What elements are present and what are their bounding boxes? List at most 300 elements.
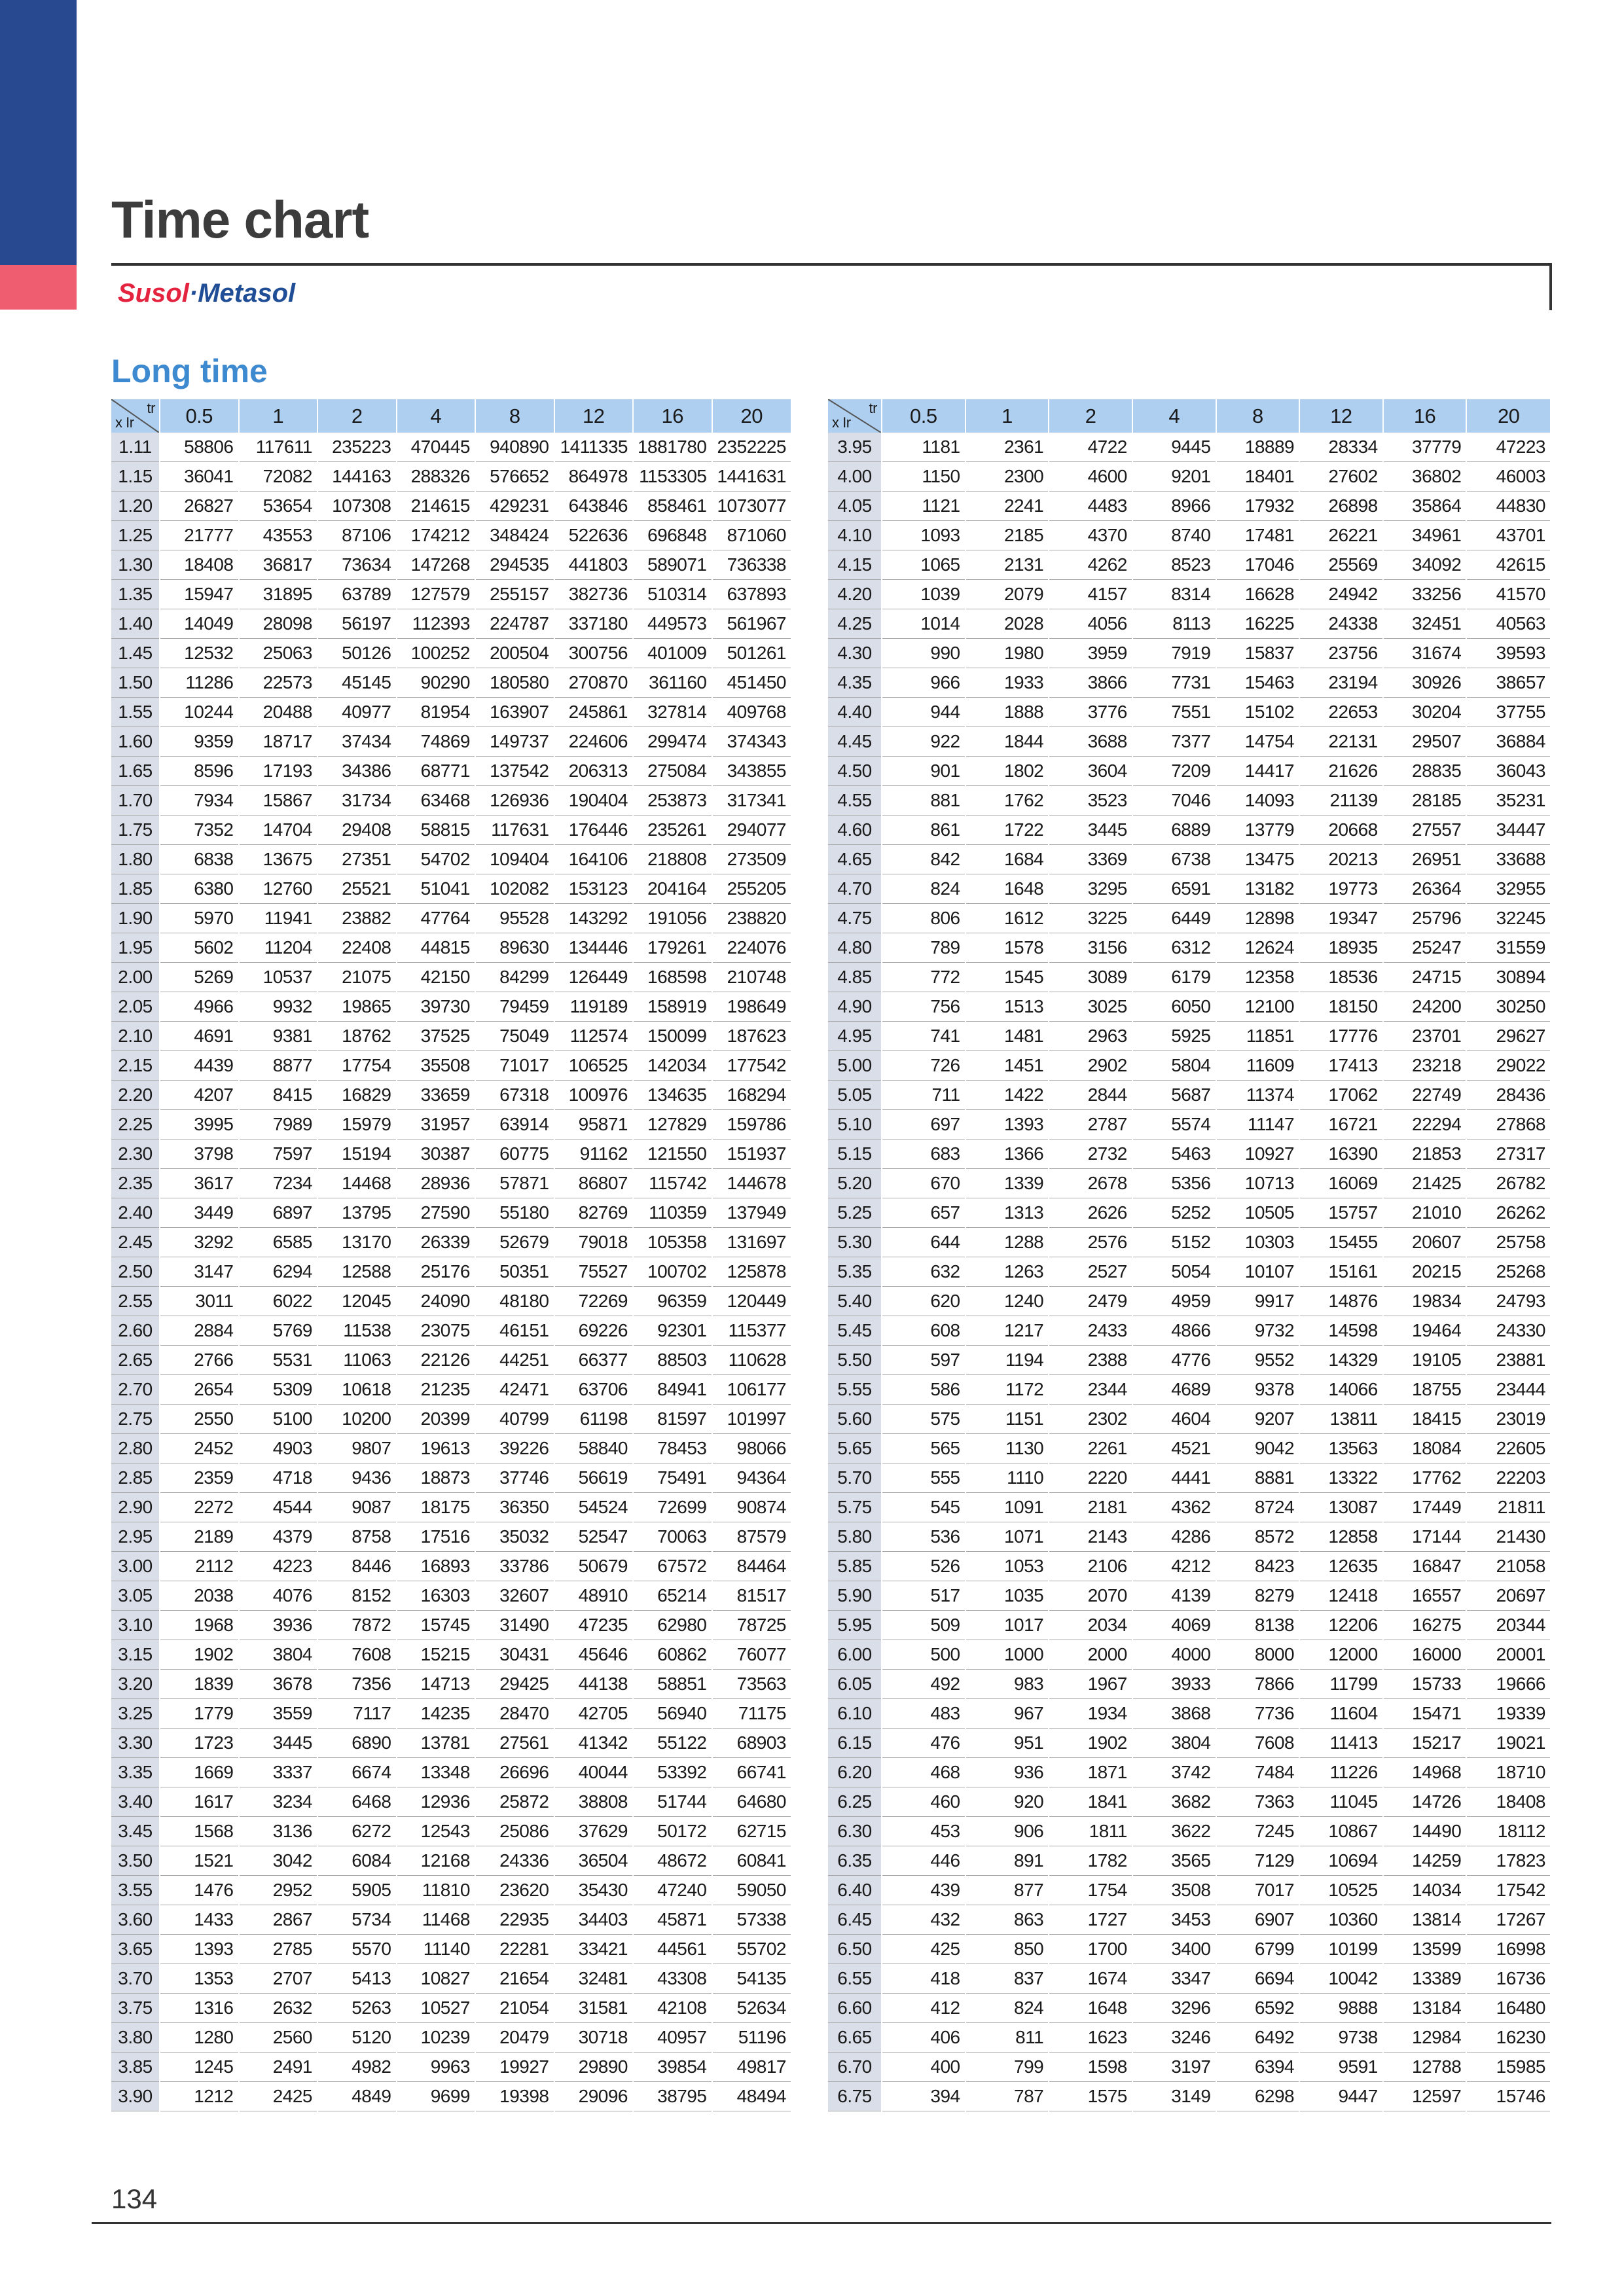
table-cell: 28185 <box>1383 786 1467 816</box>
table-cell: 78725 <box>712 1611 791 1640</box>
table-cell: 881 <box>882 786 965 816</box>
table-cell: 2867 <box>239 1905 318 1935</box>
table-cell: 62715 <box>712 1817 791 1846</box>
table-row <box>828 757 1550 786</box>
table-row <box>828 580 1550 609</box>
table-cell: 16069 <box>1299 1169 1383 1198</box>
table-cell: 509 <box>882 1611 965 1640</box>
table-cell: 14490 <box>1383 1817 1467 1846</box>
table-cell: 1802 <box>965 757 1049 786</box>
row-header-cell: 5.20 <box>828 1169 882 1198</box>
table-row <box>828 816 1550 845</box>
table-cell: 11413 <box>1299 1729 1383 1758</box>
table-cell: 726 <box>882 1051 965 1081</box>
table-cell: 483 <box>882 1699 965 1729</box>
table-cell: 39226 <box>475 1434 554 1463</box>
table-cell: 31490 <box>475 1611 554 1640</box>
table-cell: 3523 <box>1049 786 1132 816</box>
table-cell: 18415 <box>1383 1405 1467 1434</box>
table-cell: 45145 <box>317 668 397 698</box>
table-cell: 18408 <box>160 550 239 580</box>
table-cell: 2766 <box>160 1346 239 1375</box>
side-accent-bar-blue <box>0 0 77 265</box>
row-header-cell: 5.55 <box>828 1375 882 1405</box>
table-cell: 39593 <box>1466 639 1550 668</box>
table-cell: 850 <box>965 1935 1049 1964</box>
table-cell: 3678 <box>239 1670 318 1699</box>
table-cell: 2902 <box>1049 1051 1132 1081</box>
table-cell: 1839 <box>160 1670 239 1699</box>
row-header-cell: 4.15 <box>828 550 882 580</box>
column-header: 20 <box>712 399 791 433</box>
table-cell: 44830 <box>1466 492 1550 521</box>
table-cell: 409768 <box>712 698 791 727</box>
table-cell: 47223 <box>1466 433 1550 462</box>
table-cell: 25268 <box>1466 1257 1550 1287</box>
table-cell: 52547 <box>554 1522 634 1552</box>
table-cell: 20668 <box>1299 816 1383 845</box>
table-row <box>828 963 1550 992</box>
header-rule <box>111 263 1551 266</box>
table-cell: 35864 <box>1383 492 1467 521</box>
table-cell: 42108 <box>633 1994 712 2023</box>
table-cell: 14713 <box>397 1670 476 1699</box>
table-cell: 620 <box>882 1287 965 1316</box>
table-cell: 45646 <box>554 1640 634 1670</box>
table-cell: 12597 <box>1383 2082 1467 2111</box>
table-cell: 944 <box>882 698 965 727</box>
row-header-cell: 5.10 <box>828 1110 882 1139</box>
table-cell: 1316 <box>160 1994 239 2023</box>
table-cell: 3369 <box>1049 845 1132 874</box>
table-cell: 35231 <box>1466 786 1550 816</box>
table-cell: 2220 <box>1049 1463 1132 1493</box>
table-cell: 2189 <box>160 1522 239 1552</box>
table-cell: 18935 <box>1299 933 1383 963</box>
table-cell: 50126 <box>317 639 397 668</box>
table-row <box>111 904 791 933</box>
table-cell: 920 <box>965 1787 1049 1817</box>
table-cell: 4157 <box>1049 580 1132 609</box>
table-cell: 26364 <box>1383 874 1467 904</box>
table-cell: 586 <box>882 1375 965 1405</box>
table-cell: 101997 <box>712 1405 791 1434</box>
table-cell: 110359 <box>633 1198 712 1228</box>
table-cell: 2300 <box>965 462 1049 492</box>
table-cell: 13087 <box>1299 1493 1383 1522</box>
table-cell: 52634 <box>712 1994 791 2023</box>
table-cell: 10360 <box>1299 1905 1383 1935</box>
table-cell: 9552 <box>1216 1346 1300 1375</box>
table-row <box>111 1405 791 1434</box>
table-cell: 15471 <box>1383 1699 1467 1729</box>
table-cell: 576652 <box>475 462 554 492</box>
table-cell: 187623 <box>712 1022 791 1051</box>
table-cell: 361160 <box>633 668 712 698</box>
table-cell: 6592 <box>1216 1994 1300 2023</box>
table-cell: 17823 <box>1466 1846 1550 1876</box>
table-cell: 1313 <box>965 1198 1049 1228</box>
table-cell: 11941 <box>239 904 318 933</box>
table-cell: 23194 <box>1299 668 1383 698</box>
table-row <box>111 1699 791 1729</box>
table-cell: 12984 <box>1383 2023 1467 2053</box>
table-row <box>828 1257 1550 1287</box>
table-cell: 6380 <box>160 874 239 904</box>
table-cell: 12543 <box>397 1817 476 1846</box>
table-cell: 936 <box>965 1758 1049 1787</box>
table-cell: 8596 <box>160 757 239 786</box>
table-row <box>828 462 1550 492</box>
table-cell: 22294 <box>1383 1110 1467 1139</box>
table-cell: 1598 <box>1049 2053 1132 2082</box>
table-row <box>828 1640 1550 1670</box>
table-row <box>828 1611 1550 1640</box>
table-cell: 11810 <box>397 1876 476 1905</box>
table-cell: 34447 <box>1466 816 1550 845</box>
table-cell: 6838 <box>160 845 239 874</box>
table-cell: 15102 <box>1216 698 1300 727</box>
table-row <box>828 609 1550 639</box>
column-header: 0.5 <box>160 399 239 433</box>
table-cell: 3688 <box>1049 727 1132 757</box>
table-cell: 18755 <box>1383 1375 1467 1405</box>
table-cell: 18717 <box>239 727 318 757</box>
table-cell: 15757 <box>1299 1198 1383 1228</box>
table-cell: 3156 <box>1049 933 1132 963</box>
table-cell: 106525 <box>554 1051 634 1081</box>
table-cell: 11604 <box>1299 1699 1383 1729</box>
table-cell: 1934 <box>1049 1699 1132 1729</box>
table-cell: 15161 <box>1299 1257 1383 1287</box>
column-header: 1 <box>239 399 318 433</box>
table-cell: 3565 <box>1132 1846 1216 1876</box>
table-cell: 17046 <box>1216 550 1300 580</box>
row-header-cell: 3.35 <box>111 1758 160 1787</box>
table-cell: 14468 <box>317 1169 397 1198</box>
table-cell: 115742 <box>633 1169 712 1198</box>
table-cell: 4604 <box>1132 1405 1216 1434</box>
row-header-cell: 3.25 <box>111 1699 160 1729</box>
table-cell: 42705 <box>554 1699 634 1729</box>
table-cell: 412 <box>882 1994 965 2023</box>
table-cell: 10867 <box>1299 1817 1383 1846</box>
row-header-cell: 4.30 <box>828 639 882 668</box>
table-cell: 824 <box>965 1994 1049 2023</box>
table-cell: 2070 <box>1049 1581 1132 1611</box>
corner-row-label: x Ir <box>832 414 851 431</box>
table-cell: 7363 <box>1216 1787 1300 1817</box>
table-cell: 12760 <box>239 874 318 904</box>
table-cell: 1888 <box>965 698 1049 727</box>
table-cell: 891 <box>965 1846 1049 1876</box>
table-cell: 12532 <box>160 639 239 668</box>
table-cell: 55122 <box>633 1729 712 1758</box>
table-cell: 16736 <box>1466 1964 1550 1994</box>
table-cell: 2143 <box>1049 1522 1132 1552</box>
table-cell: 10107 <box>1216 1257 1300 1287</box>
table-cell: 7356 <box>317 1670 397 1699</box>
table-cell: 44815 <box>397 933 476 963</box>
row-header-cell: 4.95 <box>828 1022 882 1051</box>
row-header-cell: 1.25 <box>111 521 160 550</box>
table-cell: 799 <box>965 2053 1049 2082</box>
table-cell: 11538 <box>317 1316 397 1346</box>
table-cell: 34092 <box>1383 550 1467 580</box>
table-cell: 1669 <box>160 1758 239 1787</box>
table-cell: 15837 <box>1216 639 1300 668</box>
table-cell: 9436 <box>317 1463 397 1493</box>
table-cell: 14034 <box>1383 1876 1467 1905</box>
row-header-cell: 4.65 <box>828 845 882 874</box>
table-cell: 1841 <box>1049 1787 1132 1817</box>
row-header-cell: 4.20 <box>828 580 882 609</box>
table-cell: 44138 <box>554 1670 634 1699</box>
table-row <box>828 492 1550 521</box>
table-cell: 3246 <box>1132 2023 1216 2053</box>
table-cell: 394 <box>882 2082 965 2111</box>
table-cell: 9591 <box>1299 2053 1383 2082</box>
table-cell: 27561 <box>475 1729 554 1758</box>
row-header-cell: 4.50 <box>828 757 882 786</box>
table-cell: 20697 <box>1466 1581 1550 1611</box>
table-cell: 29022 <box>1466 1051 1550 1081</box>
table-cell: 62980 <box>633 1611 712 1640</box>
table-cell: 14235 <box>397 1699 476 1729</box>
table-row <box>828 668 1550 698</box>
row-header-cell: 4.45 <box>828 727 882 757</box>
table-cell: 6492 <box>1216 2023 1300 2053</box>
table-cell: 33421 <box>554 1935 634 1964</box>
table-cell: 16390 <box>1299 1139 1383 1169</box>
table-cell: 21054 <box>475 1994 554 2023</box>
table-row <box>111 580 791 609</box>
table-cell: 1181 <box>882 433 965 462</box>
table-cell: 13184 <box>1383 1994 1467 2023</box>
table-cell: 2632 <box>239 1994 318 2023</box>
table-cell: 30250 <box>1466 992 1550 1022</box>
table-cell: 107308 <box>317 492 397 521</box>
table-cell: 5905 <box>317 1876 397 1905</box>
table-cell: 4056 <box>1049 609 1132 639</box>
table-row <box>111 963 791 992</box>
table-cell: 21010 <box>1383 1198 1467 1228</box>
table-cell: 63789 <box>317 580 397 609</box>
row-header-cell: 5.15 <box>828 1139 882 1169</box>
table-row <box>828 1081 1550 1110</box>
table-row <box>111 639 791 668</box>
table-cell: 17449 <box>1383 1493 1467 1522</box>
table-cell: 12100 <box>1216 992 1300 1022</box>
table-cell: 9087 <box>317 1493 397 1522</box>
table-cell: 41570 <box>1466 580 1550 609</box>
table-cell: 121550 <box>633 1139 712 1169</box>
row-header-cell: 1.80 <box>111 845 160 874</box>
table-cell: 143292 <box>554 904 634 933</box>
table-cell: 16628 <box>1216 580 1300 609</box>
table-cell: 1648 <box>965 874 1049 904</box>
table-cell: 871060 <box>712 521 791 550</box>
table-cell: 46003 <box>1466 462 1550 492</box>
table-cell: 4718 <box>239 1463 318 1493</box>
table-cell: 22573 <box>239 668 318 698</box>
table-cell: 48180 <box>475 1287 554 1316</box>
table-cell: 3295 <box>1049 874 1132 904</box>
table-cell: 29408 <box>317 816 397 845</box>
table-cell: 7484 <box>1216 1758 1300 1787</box>
table-cell: 17413 <box>1299 1051 1383 1081</box>
table-cell: 16303 <box>397 1581 476 1611</box>
table-cell: 670 <box>882 1169 965 1198</box>
table-cell: 14754 <box>1216 727 1300 757</box>
table-cell: 1093 <box>882 521 965 550</box>
table-cell: 476 <box>882 1729 965 1758</box>
table-cell: 4000 <box>1132 1640 1216 1670</box>
column-header: 2 <box>317 399 397 433</box>
row-header-cell: 5.60 <box>828 1405 882 1434</box>
table-cell: 1902 <box>1049 1729 1132 1758</box>
table-row <box>111 1611 791 1640</box>
row-header-cell: 3.90 <box>111 2082 160 2111</box>
table-cell: 3136 <box>239 1817 318 1846</box>
row-header-cell: 2.90 <box>111 1493 160 1522</box>
table-row <box>828 1110 1550 1139</box>
table-row <box>828 1463 1550 1493</box>
row-header-cell: 5.90 <box>828 1581 882 1611</box>
table-cell: 2707 <box>239 1964 318 1994</box>
table-row <box>111 2023 791 2053</box>
table-row <box>828 1964 1550 1994</box>
table-row <box>111 992 791 1022</box>
table-cell: 1481 <box>965 1022 1049 1051</box>
table-cell: 8415 <box>239 1081 318 1110</box>
table-cell: 17542 <box>1466 1876 1550 1905</box>
table-cell: 2181 <box>1049 1493 1132 1522</box>
table-cell: 13322 <box>1299 1463 1383 1493</box>
table-cell: 5602 <box>160 933 239 963</box>
table-cell: 10537 <box>239 963 318 992</box>
table-cell: 23444 <box>1466 1375 1550 1405</box>
table-cell: 8314 <box>1132 580 1216 609</box>
table-row <box>111 816 791 845</box>
table-cell: 1967 <box>1049 1670 1132 1699</box>
table-cell: 8877 <box>239 1051 318 1081</box>
table-cell: 3089 <box>1049 963 1132 992</box>
table-cell: 20213 <box>1299 845 1383 874</box>
table-cell: 2452 <box>160 1434 239 1463</box>
table-cell: 67318 <box>475 1081 554 1110</box>
table-cell: 17754 <box>317 1051 397 1081</box>
table-cell: 2000 <box>1049 1640 1132 1670</box>
table-row <box>111 462 791 492</box>
row-header-cell: 2.50 <box>111 1257 160 1287</box>
table-cell: 4370 <box>1049 521 1132 550</box>
table-cell: 19347 <box>1299 904 1383 933</box>
footer-rule <box>92 2222 1551 2224</box>
table-cell: 1393 <box>965 1110 1049 1139</box>
table-cell: 55702 <box>712 1935 791 1964</box>
table-cell: 3234 <box>239 1787 318 1817</box>
table-cell: 13475 <box>1216 845 1300 874</box>
table-cell: 58815 <box>397 816 476 845</box>
table-cell: 4076 <box>239 1581 318 1611</box>
table-cell: 68903 <box>712 1729 791 1758</box>
table-cell: 597 <box>882 1346 965 1375</box>
table-cell: 19398 <box>475 2082 554 2111</box>
table-row <box>111 550 791 580</box>
table-cell: 29425 <box>475 1670 554 1699</box>
table-cell: 1000 <box>965 1640 1049 1670</box>
table-cell: 501261 <box>712 639 791 668</box>
table-cell: 18873 <box>397 1463 476 1493</box>
table-cell: 1035 <box>965 1581 1049 1611</box>
table-cell: 26262 <box>1466 1198 1550 1228</box>
table-cell: 71017 <box>475 1051 554 1081</box>
row-header-cell: 3.30 <box>111 1729 160 1758</box>
brand-logo <box>118 279 295 308</box>
row-header-cell: 3.20 <box>111 1670 160 1699</box>
table-cell: 2626 <box>1049 1198 1132 1228</box>
table-cell: 1451 <box>965 1051 1049 1081</box>
table-row <box>111 1493 791 1522</box>
table-cell: 27351 <box>317 845 397 874</box>
row-header-cell: 4.90 <box>828 992 882 1022</box>
table-cell: 4212 <box>1132 1552 1216 1581</box>
table-cell: 18710 <box>1466 1758 1550 1787</box>
table-cell: 38808 <box>554 1787 634 1817</box>
table-cell: 27317 <box>1466 1139 1550 1169</box>
row-header-cell: 3.45 <box>111 1817 160 1846</box>
table-row <box>111 845 791 874</box>
row-header-cell: 6.00 <box>828 1640 882 1670</box>
table-cell: 29507 <box>1383 727 1467 757</box>
table-cell: 63914 <box>475 1110 554 1139</box>
table-cell: 15455 <box>1299 1228 1383 1257</box>
table-cell: 1674 <box>1049 1964 1132 1994</box>
table-cell: 406 <box>882 2023 965 2053</box>
column-header: 4 <box>397 399 476 433</box>
table-row <box>828 1375 1550 1405</box>
table-cell: 3445 <box>1049 816 1132 845</box>
table-cell: 8152 <box>317 1581 397 1611</box>
table-cell: 10694 <box>1299 1846 1383 1876</box>
table-cell: 90874 <box>712 1493 791 1522</box>
table-cell: 811 <box>965 2023 1049 2053</box>
table-cell: 41342 <box>554 1729 634 1758</box>
table-row <box>111 727 791 757</box>
table-cell: 106177 <box>712 1375 791 1405</box>
table-cell: 3225 <box>1049 904 1132 933</box>
side-accent-bar-red <box>0 265 77 310</box>
table-cell: 11204 <box>239 933 318 963</box>
table-cell: 100702 <box>633 1257 712 1287</box>
table-cell: 87106 <box>317 521 397 550</box>
table-cell: 382736 <box>554 580 634 609</box>
table-cell: 446 <box>882 1846 965 1876</box>
table-cell: 6272 <box>317 1817 397 1846</box>
table-cell: 32481 <box>554 1964 634 1994</box>
table-cell: 18175 <box>397 1493 476 1522</box>
row-header-cell: 5.70 <box>828 1463 882 1493</box>
table-cell: 4262 <box>1049 550 1132 580</box>
table-cell: 2787 <box>1049 1110 1132 1139</box>
table-cell: 9917 <box>1216 1287 1300 1316</box>
table-cell: 30387 <box>397 1139 476 1169</box>
table-cell: 1811 <box>1049 1817 1132 1846</box>
table-cell: 253873 <box>633 786 712 816</box>
table-cell: 967 <box>965 1699 1049 1729</box>
row-header-cell: 4.35 <box>828 668 882 698</box>
